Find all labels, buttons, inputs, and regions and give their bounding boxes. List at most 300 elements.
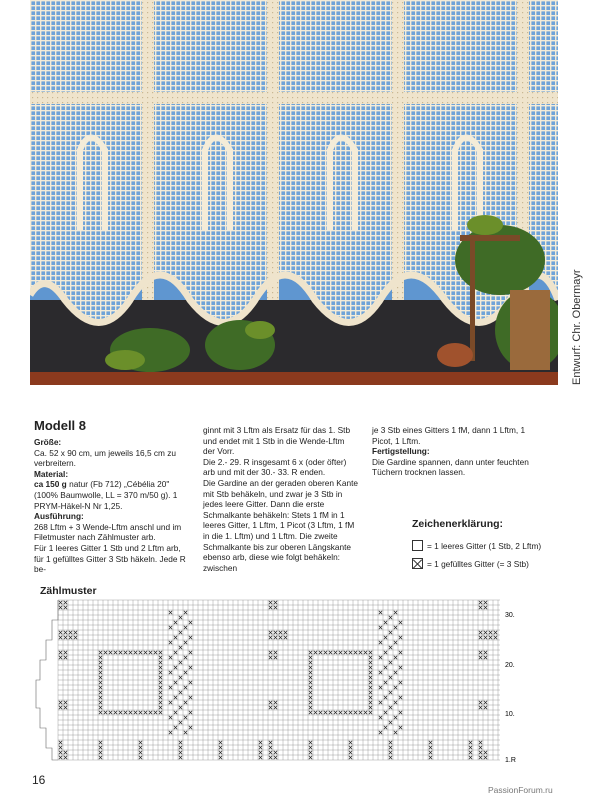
filled-cell-mark [274,606,277,609]
filled-square-icon [412,558,423,569]
filled-cell-mark [154,711,157,714]
filled-cell-mark [104,711,107,714]
filled-cell-mark [349,746,352,749]
filled-cell-mark [274,631,277,634]
filled-cell-mark [179,616,182,619]
size-text: Ca. 52 x 90 cm, um jeweils 16,5 cm zu verbreitern. [34,447,177,469]
filled-cell-mark [484,756,487,759]
filled-cell-mark [394,716,397,719]
filled-cell-mark [189,696,192,699]
filled-cell-mark [479,751,482,754]
filled-cell-mark [114,651,117,654]
filled-cell-mark [274,701,277,704]
filled-cell-mark [479,701,482,704]
filled-cell-mark [129,651,132,654]
filled-cell-mark [379,731,382,734]
filled-cell-mark [169,626,172,629]
filled-cell-mark [429,756,432,759]
filled-cell-mark [284,636,287,639]
filled-cell-mark [389,721,392,724]
filled-cell-mark [174,681,177,684]
filled-cell-mark [354,651,357,654]
filled-cell-mark [144,651,147,654]
filled-cell-mark [389,631,392,634]
filled-cell-mark [379,671,382,674]
filled-cell-mark [64,751,67,754]
filled-cell-mark [329,711,332,714]
filled-cell-mark [489,631,492,634]
filled-cell-mark [309,701,312,704]
filled-cell-mark [369,686,372,689]
filled-cell-mark [479,746,482,749]
filled-cell-mark [174,621,177,624]
filled-cell-mark [174,636,177,639]
col2-text-1: ginnt mit 3 Lftm als Ersatz für das 1. Stb und endet mit 1 Stb in die Wende-Lftm der Vorr. [203,425,351,457]
filled-cell-mark [269,656,272,659]
filled-cell-mark [484,701,487,704]
filled-cell-mark [189,636,192,639]
filled-cell-mark [189,711,192,714]
filled-cell-mark [489,636,492,639]
filled-cell-mark [139,741,142,744]
filled-cell-mark [319,711,322,714]
filled-cell-mark [174,651,177,654]
filled-cell-mark [399,651,402,654]
legend-filled-label: = 1 gefülltes Gitter (= 3 Stb) [427,558,529,569]
filled-cell-mark [269,751,272,754]
filled-cell-mark [184,686,187,689]
filled-cell-mark [64,651,67,654]
row-label-1: 1.R [505,757,516,764]
filled-cell-mark [429,751,432,754]
text-column-1 [34,437,186,575]
filled-cell-mark [369,651,372,654]
filled-cell-mark [479,756,482,759]
filled-cell-mark [399,696,402,699]
filled-cell-mark [64,656,67,659]
filled-cell-mark [109,651,112,654]
filled-cell-mark [159,651,162,654]
filled-cell-mark [124,711,127,714]
filled-cell-mark [389,676,392,679]
filled-cell-mark [119,711,122,714]
filled-cell-mark [59,636,62,639]
filled-cell-mark [369,661,372,664]
filled-cell-mark [309,676,312,679]
filled-cell-mark [99,756,102,759]
filled-cell-mark [179,756,182,759]
filled-cell-mark [309,756,312,759]
filled-cell-mark [359,651,362,654]
filled-cell-mark [169,656,172,659]
filled-cell-mark [484,751,487,754]
filled-cell-mark [69,636,72,639]
filled-cell-mark [369,691,372,694]
filled-cell-mark [369,706,372,709]
filled-cell-mark [59,631,62,634]
filled-cell-mark [179,676,182,679]
filled-cell-mark [179,746,182,749]
filled-cell-mark [139,711,142,714]
filled-cell-mark [384,726,387,729]
filled-cell-mark [174,696,177,699]
filled-cell-mark [319,651,322,654]
filled-cell-mark [324,651,327,654]
filled-cell-mark [359,711,362,714]
filled-cell-mark [484,656,487,659]
filled-cell-mark [394,641,397,644]
filled-cell-mark [159,656,162,659]
filled-cell-mark [469,741,472,744]
filled-cell-mark [174,711,177,714]
filled-cell-mark [479,706,482,709]
filled-cell-mark [59,741,62,744]
filled-cell-mark [159,686,162,689]
filled-cell-mark [394,686,397,689]
filled-cell-mark [64,706,67,709]
filled-cell-mark [309,711,312,714]
filled-cell-mark [269,631,272,634]
filled-cell-mark [64,606,67,609]
filled-cell-mark [219,746,222,749]
filled-cell-mark [369,656,372,659]
filled-cell-mark [169,716,172,719]
filled-cell-mark [64,631,67,634]
filled-cell-mark [99,661,102,664]
filled-cell-mark [484,606,487,609]
filled-cell-mark [104,651,107,654]
filled-cell-mark [309,696,312,699]
filled-cell-mark [349,651,352,654]
filled-cell-mark [114,711,117,714]
filled-cell-mark [64,601,67,604]
filled-cell-mark [99,701,102,704]
filled-cell-mark [274,601,277,604]
execution-text-2: Für 1 leeres Gitter 1 Stb und 2 Lftm arb, für 1 gefülltes Gitter 3 Stb häkeln. Jede R be- [34,542,186,575]
filled-cell-mark [469,746,472,749]
filled-cell-mark [274,636,277,639]
filled-cell-mark [274,756,277,759]
filled-cell-mark [174,726,177,729]
filled-cell-mark [479,651,482,654]
finish-text: Die Gardine spannen, dann unter feuchten Tüchern trocknen lassen. [372,456,529,478]
legend-filled-row [412,558,529,569]
filled-cell-mark [169,641,172,644]
filled-cell-mark [179,691,182,694]
filled-cell-mark [99,656,102,659]
filled-cell-mark [99,651,102,654]
filled-cell-mark [369,671,372,674]
filled-cell-mark [99,711,102,714]
filled-cell-mark [99,666,102,669]
filled-cell-mark [269,601,272,604]
filled-cell-mark [59,606,62,609]
filled-cell-mark [494,631,497,634]
filled-cell-mark [309,746,312,749]
filled-cell-mark [349,751,352,754]
chart-grid [36,600,500,760]
filled-cell-mark [274,656,277,659]
filled-cell-mark [479,741,482,744]
filled-cell-mark [344,711,347,714]
filled-cell-mark [344,651,347,654]
filled-cell-mark [124,651,127,654]
filled-cell-mark [129,711,132,714]
filled-cell-mark [479,606,482,609]
filled-cell-mark [429,746,432,749]
filled-cell-mark [269,636,272,639]
empty-square-icon [412,540,423,551]
filled-cell-mark [159,676,162,679]
filled-cell-mark [389,646,392,649]
filled-cell-mark [389,746,392,749]
filled-cell-mark [59,706,62,709]
crochet-chart [0,596,600,768]
filled-cell-mark [379,641,382,644]
filled-cell-mark [139,756,142,759]
legend-empty-label: = 1 leeres Gitter (1 Stb, 2 Lftm) [427,540,542,551]
filled-cell-mark [364,651,367,654]
filled-cell-mark [99,751,102,754]
filled-cell-mark [64,636,67,639]
filled-cell-mark [169,671,172,674]
filled-cell-mark [189,681,192,684]
filled-cell-mark [369,711,372,714]
filled-cell-mark [309,681,312,684]
filled-cell-mark [154,651,157,654]
filled-cell-mark [274,751,277,754]
filled-cell-mark [184,701,187,704]
filled-cell-mark [399,666,402,669]
filled-cell-mark [394,701,397,704]
filled-cell-mark [309,706,312,709]
filled-cell-mark [479,656,482,659]
filled-cell-mark [394,611,397,614]
filled-cell-mark [144,711,147,714]
filled-cell-mark [64,756,67,759]
filled-cell-mark [384,666,387,669]
filled-cell-mark [159,691,162,694]
execution-text-1: 268 Lftm + 3 Wende-Lftm anschl und im Filetmuster nach Zählmuster arb. [34,521,182,543]
row-label-30: 30. [505,612,515,619]
execution-heading: Ausführung: [34,511,84,522]
filled-cell-mark [309,741,312,744]
filled-cell-mark [309,666,312,669]
filled-cell-mark [179,661,182,664]
filled-cell-mark [389,706,392,709]
filled-cell-mark [399,636,402,639]
filled-cell-mark [389,751,392,754]
row-label-20: 20. [505,662,515,669]
filled-cell-mark [59,756,62,759]
filled-cell-mark [349,756,352,759]
filled-cell-mark [159,706,162,709]
filled-cell-mark [479,601,482,604]
filled-cell-mark [484,651,487,654]
filled-cell-mark [184,641,187,644]
filled-cell-mark [189,666,192,669]
filled-cell-mark [379,626,382,629]
row-label-10: 10. [505,711,515,718]
filled-cell-mark [169,686,172,689]
material-text: natur (Fb 712) „Cébélia 20" (100% Baumwolle, LL = 370 m/50 g). 1 PRYM-Häkel-N Nr 1,25. [34,479,178,511]
watermark: PassionForum.ru [488,785,553,795]
chart-title: Zählmuster [40,585,97,597]
material-amount: ca 150 g [34,479,67,490]
filled-cell-mark [169,611,172,614]
filled-cell-mark [369,666,372,669]
filled-cell-mark [169,731,172,734]
filled-cell-mark [369,701,372,704]
filled-cell-mark [149,651,152,654]
material-heading: Material: [34,468,69,479]
filled-cell-mark [384,696,387,699]
filled-cell-mark [99,746,102,749]
filled-cell-mark [399,621,402,624]
filled-cell-mark [269,746,272,749]
filled-cell-mark [394,656,397,659]
filled-cell-mark [309,686,312,689]
photo-credit: Entwurf: Chr. Obermayr [571,269,583,385]
filled-cell-mark [259,756,262,759]
filled-cell-mark [189,651,192,654]
filled-cell-mark [269,741,272,744]
filled-cell-mark [384,711,387,714]
filled-cell-mark [109,711,112,714]
filled-cell-mark [334,651,337,654]
filled-cell-mark [384,621,387,624]
filled-cell-mark [64,701,67,704]
filled-cell-mark [59,656,62,659]
legend-empty-row [412,540,541,551]
filled-cell-mark [339,651,342,654]
filled-cell-mark [219,741,222,744]
filled-cell-mark [59,746,62,749]
filled-cell-mark [174,666,177,669]
filled-cell-mark [179,646,182,649]
filled-cell-mark [399,681,402,684]
filled-cell-mark [394,671,397,674]
filled-cell-mark [274,706,277,709]
filled-cell-mark [179,751,182,754]
filled-cell-mark [309,661,312,664]
filled-cell-mark [309,671,312,674]
filled-cell-mark [189,621,192,624]
filled-cell-mark [484,631,487,634]
filled-cell-mark [389,691,392,694]
filled-cell-mark [389,756,392,759]
filled-cell-mark [184,671,187,674]
filled-cell-mark [379,701,382,704]
filled-cell-mark [494,636,497,639]
filled-cell-mark [159,711,162,714]
curtain-photo-svg [30,0,558,385]
filled-cell-mark [389,661,392,664]
filled-cell-mark [349,711,352,714]
filled-cell-mark [324,711,327,714]
filled-cell-mark [314,651,317,654]
filled-cell-mark [169,701,172,704]
filled-cell-mark [99,696,102,699]
filled-cell-mark [99,686,102,689]
filled-cell-mark [139,751,142,754]
filled-cell-mark [339,711,342,714]
filled-cell-mark [179,741,182,744]
legend-title: Zeichenerklärung: [412,518,504,530]
filled-cell-mark [399,726,402,729]
filled-cell-mark [99,691,102,694]
filled-cell-mark [59,701,62,704]
filled-cell-mark [259,741,262,744]
filled-cell-mark [99,706,102,709]
filled-cell-mark [59,751,62,754]
filled-cell-mark [179,706,182,709]
filled-cell-mark [159,701,162,704]
filled-cell-mark [309,751,312,754]
filled-cell-mark [279,636,282,639]
filled-cell-mark [139,651,142,654]
filled-cell-mark [159,696,162,699]
filled-cell-mark [99,681,102,684]
filled-cell-mark [389,616,392,619]
filled-cell-mark [384,636,387,639]
material-paragraph [34,479,186,511]
filled-cell-mark [269,606,272,609]
filled-cell-mark [119,651,122,654]
filled-cell-mark [484,706,487,709]
filled-cell-mark [184,731,187,734]
col2-text-2: Die 2.- 29. R insgesamt 6 x (oder öfter) arb und mit der 30.- 33. R enden. [203,456,347,478]
filled-cell-mark [274,651,277,654]
filled-cell-mark [309,656,312,659]
filled-cell-mark [159,661,162,664]
filled-cell-mark [269,706,272,709]
curtain-photo [30,0,558,385]
filled-cell-mark [379,656,382,659]
filled-cell-mark [389,741,392,744]
filled-cell-mark [159,671,162,674]
filled-cell-mark [394,731,397,734]
chart-edge [36,600,58,760]
filled-cell-mark [259,751,262,754]
filled-cell-mark [484,636,487,639]
filled-cell-mark [334,711,337,714]
filled-cell-mark [184,656,187,659]
filled-cell-mark [259,746,262,749]
text-column-2 [203,425,358,573]
filled-cell-mark [99,671,102,674]
filled-cell-mark [189,726,192,729]
filled-cell-mark [149,711,152,714]
filled-cell-mark [369,676,372,679]
filled-cell-mark [384,651,387,654]
filled-cell-mark [354,711,357,714]
filled-cell-mark [394,626,397,629]
filled-cell-mark [364,711,367,714]
filled-cell-mark [99,741,102,744]
page-title: Modell 8 [34,418,87,433]
text-column-3 [372,425,542,478]
page-number: 16 [32,773,46,787]
filled-cell-mark [284,631,287,634]
filled-cell-mark [379,716,382,719]
filled-cell-mark [99,676,102,679]
filled-cell-mark [184,626,187,629]
filled-cell-mark [269,651,272,654]
col3-text-1: je 3 Stb eines Gitters 1 fM, dann 1 Lftm, 1 Picot, 1 Lftm. [372,425,526,446]
filled-cell-mark [179,721,182,724]
filled-cell-mark [469,751,472,754]
